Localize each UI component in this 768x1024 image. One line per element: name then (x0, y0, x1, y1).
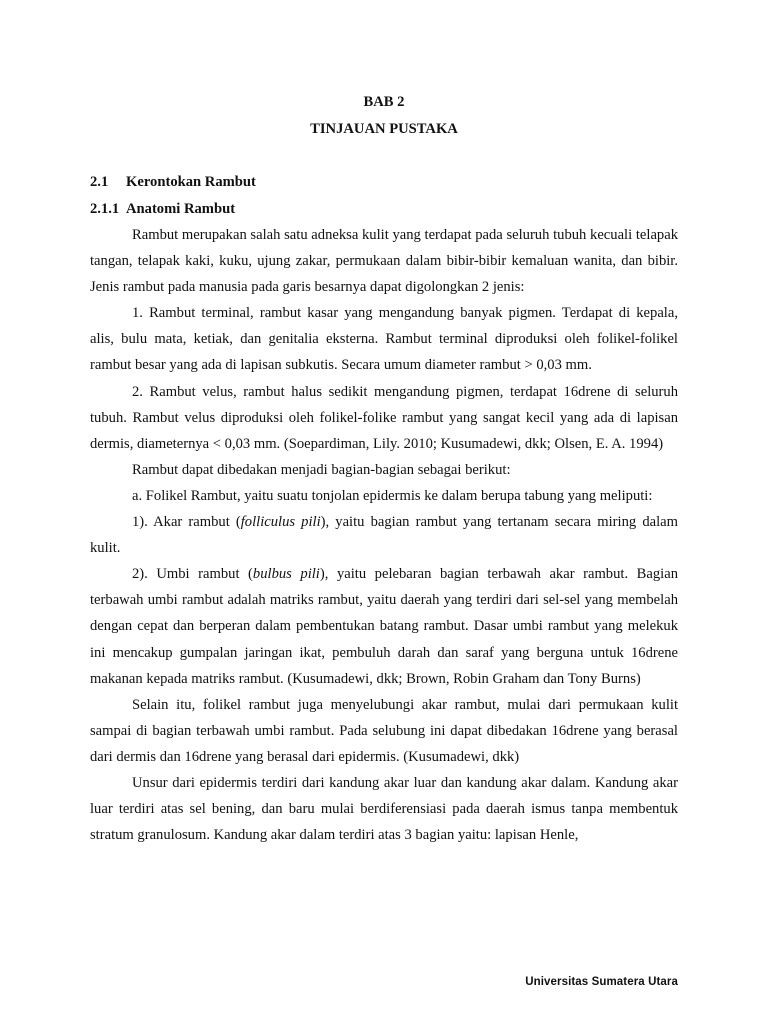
subsection-number: 2.1.1 (90, 201, 120, 217)
paragraph-6-latin-term: folliculus pili (240, 514, 321, 531)
paragraph-4: Rambut dapat dibedakan menjadi bagian-bagian sebagai berikut: (132, 461, 511, 478)
paragraph-7-latin-term: bulbus pili (252, 566, 320, 583)
section-heading (90, 174, 256, 191)
footer-institution: Universitas Sumatera Utara (525, 976, 678, 988)
paragraph-2: 1. Rambut terminal, rambut kasar yang mengandung banyak pigmen. Terdapat di kepala, alis, bulu mata, ketiak, dan genitalia eksterna. Rambut terminal diproduksi oleh folikel-folikel rambut besar yang ada di lapisan subkutis. Secara umum diameter rambut > 0,03 mm. (90, 305, 678, 374)
subsection-heading (90, 201, 235, 218)
paragraph-9: Unsur dari epidermis terdiri dari kandung akar luar dan kandung akar dalam. Kandung akar luar terdiri atas sel bening, dan baru mulai berdiferensiasi pada daerah ismus tanpa membentuk stratum granulosum. Kandung akar dalam terdiri atas 3 bagian yaitu: lapisan Henle, (90, 774, 678, 844)
paragraph-6-pre: 1). Akar rambut ( (132, 514, 241, 531)
section-title: Kerontokan Rambut (126, 174, 256, 190)
paragraph-6-post: ), yaitu bagian rambut yang tertanam secara miring dalam kulit. (90, 514, 678, 557)
section-number: 2.1 (90, 174, 109, 190)
paragraph-7 (90, 561, 678, 691)
paragraph-3: 2. Rambut velus, rambut halus sedikit mengandung pigmen, terdapat 16drene di seluruh tubuh. Rambut velus diproduksi oleh folikel-folike rambut yang sangat kecil yang ada di lapisan dermis, diameternya < 0,03 mm. (Soepardiman, Lily. 2010; Kusumadewi, dkk; Olsen, E. A. 1994) (90, 383, 678, 452)
paragraph-8: Selain itu, folikel rambut juga menyelubungi akar rambut, mulai dari permukaan kulit sampai di bagian terbawah umbi rambut. Pada selubung ini dapat dibedakan 16drene yang berasal dari dermis dan 16drene yang berasal dari epidermis. (Kusumadewi, dkk) (90, 696, 678, 765)
paragraph-6 (90, 509, 678, 561)
paragraph-7-pre: 2). Umbi rambut ( (132, 566, 253, 583)
subsection-title: Anatomi Rambut (126, 201, 236, 217)
paragraph-1: Rambut merupakan salah satu adneksa kulit yang terdapat pada seluruh tubuh kecuali telapak tangan, telapak kaki, kuku, ujung zakar, permukaan dalam bibir-bibir kemaluan wanita, dan bibir. Jenis rambut pada manusia pada garis besarnya dapat digolongkan 2 jenis: (90, 227, 678, 296)
body-text (90, 222, 678, 848)
paragraph-5: a. Folikel Rambut, yaitu suatu tonjolan epidermis ke dalam berupa tabung yang meliputi: (132, 487, 653, 504)
paragraph-7-post: ), yaitu pelebaran bagian terbawah akar rambut. Bagian terbawah umbi rambut adalah matriks rambut, yaitu daerah yang terdiri dari sel-sel yang membelah dengan cepat dan berperan dalam pembentukan batang rambut. Dasar umbi rambut yang melekuk ini mencakup gumpalan jaringan ikat, pembuluh darah dan saraf yang berguna untuk 16drene makanan kepada matriks rambut. (Kusumadewi, dkk; Brown, Robin Graham dan Tony Burns) (90, 566, 678, 687)
chapter-label: BAB 2 (363, 94, 405, 110)
chapter-title: TINJAUAN PUSTAKA (310, 121, 458, 137)
